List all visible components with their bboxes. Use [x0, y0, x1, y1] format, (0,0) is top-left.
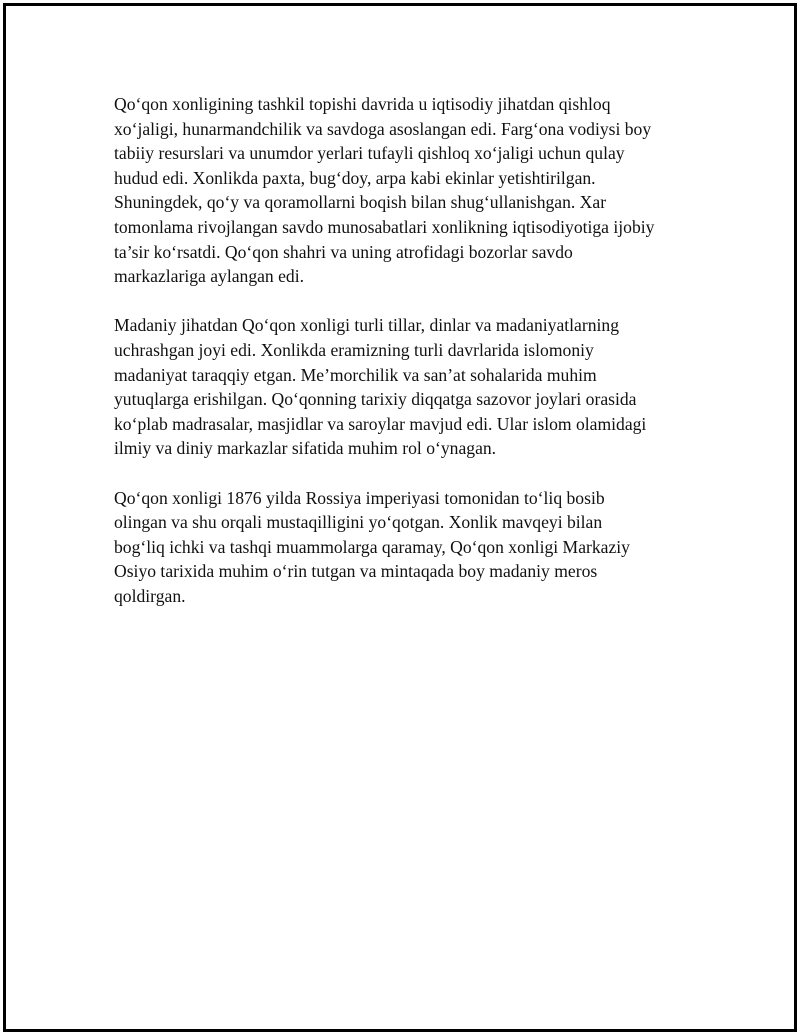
paragraph-conquest: Qo‘qon xonligi 1876 yilda Rossiya imperiyasi tomonidan to‘liq bosib olingan va shu orqali mustaqilligini yo‘qotgan. Xonlik mavqeyi bilan bog‘liq ichki va tashqi muammolarga qaramay, Qo‘qon xonligi Markaziy Osiyo tarixida muhim o‘rin tutgan va mintaqada boy madaniy meros qoldirgan. — [114, 487, 630, 606]
paragraph-culture: Madaniy jihatdan Qo‘qon xonligi turli tillar, dinlar va madaniyatlarning uchrashgan joyi edi. Xonlikda eramizning turli davrlarida islomoniy madaniyat taraqqiy etgan. Me’morchilik va san’at sohalarida muhim yutuqlarga erishilgan. Qo‘qonning tarixiy diqqatga sazovor joylari orasida ko‘plab madrasalar, masjidlar va saroylar mavjud edi. Ular islom olamidagi ilmiy va diniy markazlar sifatida muhim rol o‘ynagan. — [114, 315, 647, 459]
document-body — [114, 92, 688, 633]
paragraph-economy: Qo‘qon xonligining tashkil topishi davrida u iqtisodiy jihatdan qishloq xo‘jaligi, hunarmandchilik va savdoga asoslangan edi. Farg‘ona vodiysi boy tabiiy resurslari va unumdor yerlari tufayli qishloq xo‘jaligi uchun qulay hudud edi. Xonlikda paxta, bug‘doy, arpa kabi ekinlar yetishtirilgan. Shuningdek, qo‘y va qoramollarni boqish bilan shug‘ullanishgan. Xar tomonlama rivojlangan savdo munosabatlari xonlikning iqtisodiyotiga ijobiy ta’sir ko‘rsatdi. Qo‘qon shahri va uning atrofidagi bozorlar savdo markazlariga aylangan edi. — [114, 94, 655, 287]
